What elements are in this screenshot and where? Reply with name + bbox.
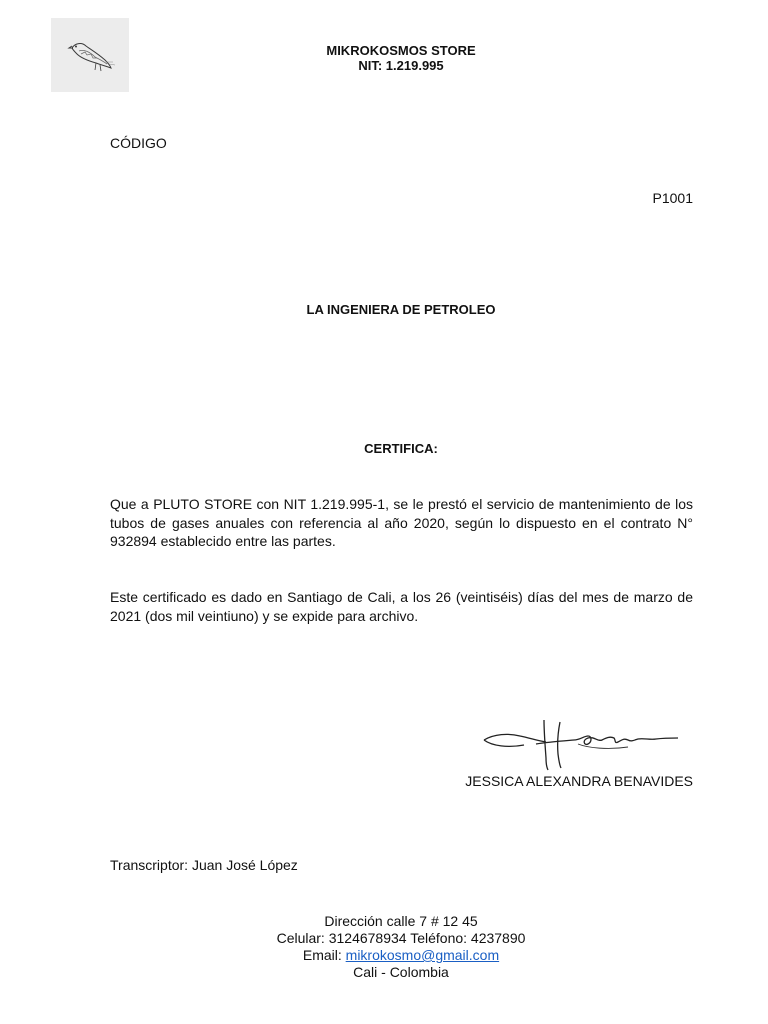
- service-paragraph: Que a PLUTO STORE con NIT 1.219.995-1, se le prestó el servicio de mantenimiento de los tubos de gases anuales con referencia al año 2020, según lo dispuesto en el contrato N° 932894 establecido entre las partes.: [110, 496, 693, 549]
- footer-address: Dirección calle 7 # 12 45: [324, 913, 478, 929]
- code-value: P1001: [652, 190, 693, 206]
- letterhead: [0, 43, 768, 73]
- company-name: MIKROKOSMOS STORE: [326, 43, 476, 58]
- footer-email-label: Email:: [302, 947, 346, 963]
- signature-image: [478, 714, 682, 772]
- transcriptor-line: Transcriptor: Juan José López: [110, 857, 298, 873]
- code-label: CÓDIGO: [110, 135, 167, 151]
- issued-paragraph: Este certificado es dado en Santiago de Cali, a los 26 (veintiséis) días del mes de marzo de 2021 (dos mil veintiuno) y se expide para archivo.: [110, 589, 693, 624]
- company-nit: NIT: 1.219.995: [358, 58, 444, 73]
- footer-phones: Celular: 3124678934 Teléfono: 4237890: [276, 930, 526, 946]
- footer-city: Cali - Colombia: [353, 964, 449, 980]
- footer-email-line: [0, 947, 768, 964]
- footer: [0, 913, 768, 981]
- signer-name: JESSICA ALEXANDRA BENAVIDES: [465, 773, 693, 789]
- email-link[interactable]: mikrokosmo@gmail.com: [345, 947, 500, 963]
- role-title: LA INGENIERA DE PETROLEO: [306, 302, 496, 317]
- certifica-heading: CERTIFICA:: [364, 441, 438, 456]
